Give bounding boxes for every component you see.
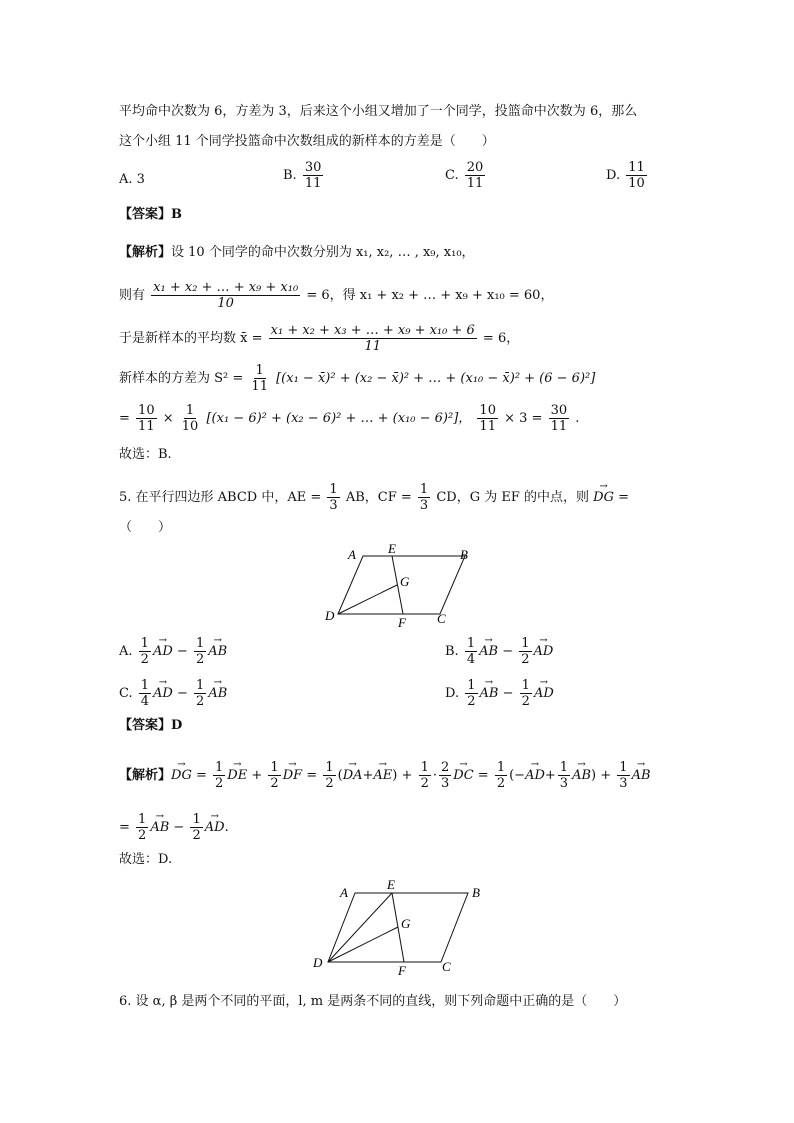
q4-analysis-line3: 于是新样本的平均数 x̄ = $\frac{\text{x₁ + x₂ + x₃ + … + x₉ + x₁₀ + 6}}{11}$ = 6， [119,323,520,354]
q5-stem: 5. 在平行四边形 ABCD 中，AE = $\frac{1}{3}$ AB，CF = $\frac{1}{3}$ CD，G 为 EF 的中点，则 → DG = [119,482,629,513]
parallelogram-figure-2 [308,875,488,980]
fraction: $\frac{\text{x₁ + x₂ + x₃ + … + x₉ + x₁₀ + 6}}{11}$ [270,323,475,354]
fraction: $\frac{1}{3}$ [419,482,429,513]
label-d: D [313,955,323,970]
fraction: $\frac{\text{x₁ + x₂ + … + x₉ + x₁₀}}{10}$ [153,280,299,311]
label-a: A [348,547,356,562]
q5-option-c: C. $\frac{1}{4}$ → AD − $\frac{1}{2}$ → AB [119,678,227,709]
q5-stem-paren: （ ） [119,520,172,535]
q5-option-a: A. $\frac{1}{2}$ → AD − $\frac{1}{2}$ → AB [119,636,227,667]
fraction: $\frac{30}{11}$ [304,160,322,191]
q5-option-b: B. $\frac{1}{4}$ → AB − $\frac{1}{2}$ → AD [445,636,553,667]
q4-analysis-line2: 则有 $\frac{\text{x₁ + x₂ + … + x₉ + x₁₀}}{10}$ = 6，得 x₁ + x₂ + … + x₉ + x₁₀ = 60， [119,280,554,311]
parallelogram-figure-1 [320,540,480,630]
label-f: F [398,963,406,978]
q5-option-d: D. $\frac{1}{2}$ → AB − $\frac{1}{2}$ → AD [445,678,554,709]
fraction: $\frac{30}{11}$ [550,403,568,434]
fraction: $\frac{1}{11}$ [251,363,268,394]
label-b: B [472,885,480,900]
fraction: $\frac{20}{11}$ [466,160,484,191]
label-e: E [387,877,395,892]
label-c: C [442,959,451,974]
segment-de [328,893,392,962]
fraction: $\frac{11}{10}$ [628,160,645,191]
q4-option-c: C. $\frac{20}{11}$ [445,160,484,191]
q5-analysis-line1: 【解析】→ DG = $\frac{1}{2}$ → DE + $\frac{1}{2}$ → DF = $\frac{1}{2}$ (→ DA+→ AE) + $\frac{1}{2}$ · $\frac{2}{3}$ → DC = $\frac{1}{2}$ (−→ AD+ $\frac{1}{3}$ → AB) + $\frac{1}{3}$ → AB [119,760,651,791]
q4-stem-line1: 平均命中次数为 6，方差为 3，后来这个小组又增加了一个同学，投篮命中次数为 6，那么 [119,104,638,119]
label-a: A [340,885,348,900]
fraction: $\frac{10}{11}$ [479,403,496,434]
q6-stem: 6. 设 α, β 是两个不同的平面，l, m 是两条不同的直线，则下列命题中正确的是（ ） [119,994,627,1009]
segment-dg [328,927,398,962]
q5-analysis-line2: = $\frac{1}{2}$ → AB − $\frac{1}{2}$ → AD. [119,812,229,843]
label-c: C [437,611,446,626]
q4-conclusion: 故选：B. [119,447,172,462]
q4-analysis-line4: 新样本的方差为 S² = $\frac{1}{11}$ [(x₁ − x̄)² + (x₂ − x̄)² + … + (x₁₀ − x̄)² + (6 − 6)²] [119,363,596,394]
label-g: G [400,574,410,589]
q5-answer: 【答案】D [119,718,183,733]
q4-option-a: A. 3 [119,172,145,187]
q4-analysis-line1: 【解析】设 10 个同学的命中次数分别为 x₁, x₂, … , x₉, x₁₀， [119,245,475,260]
label-d: D [325,608,335,623]
label-f: F [398,615,406,630]
fraction: $\frac{1}{3}$ [329,482,338,513]
fraction: $\frac{1}{10}$ [181,403,199,434]
fraction: $\frac{10}{11}$ [138,403,155,434]
label-g: G [401,916,411,931]
q4-stem-line2: 这个小组 11 个同学投篮命中次数组成的新样本的方差是（ ） [119,134,495,149]
q4-option-b: B. $\frac{30}{11}$ [283,160,322,191]
q4-answer: 【答案】B [119,207,182,222]
label-e: E [388,541,396,556]
q4-option-d: D. $\frac{11}{10}$ [606,160,645,191]
segment-dg [338,585,397,614]
q4-analysis-line5: = $\frac{10}{11}$ × $\frac{1}{10}$ [(x₁ − 6)² + (x₂ − 6)² + … + (x₁₀ − 6)²]， $\frac{10}{11}$ × 3 = $\frac{30}{11}$ . [119,403,580,434]
q5-conclusion: 故选：D. [119,852,173,867]
label-b: B [460,547,468,562]
